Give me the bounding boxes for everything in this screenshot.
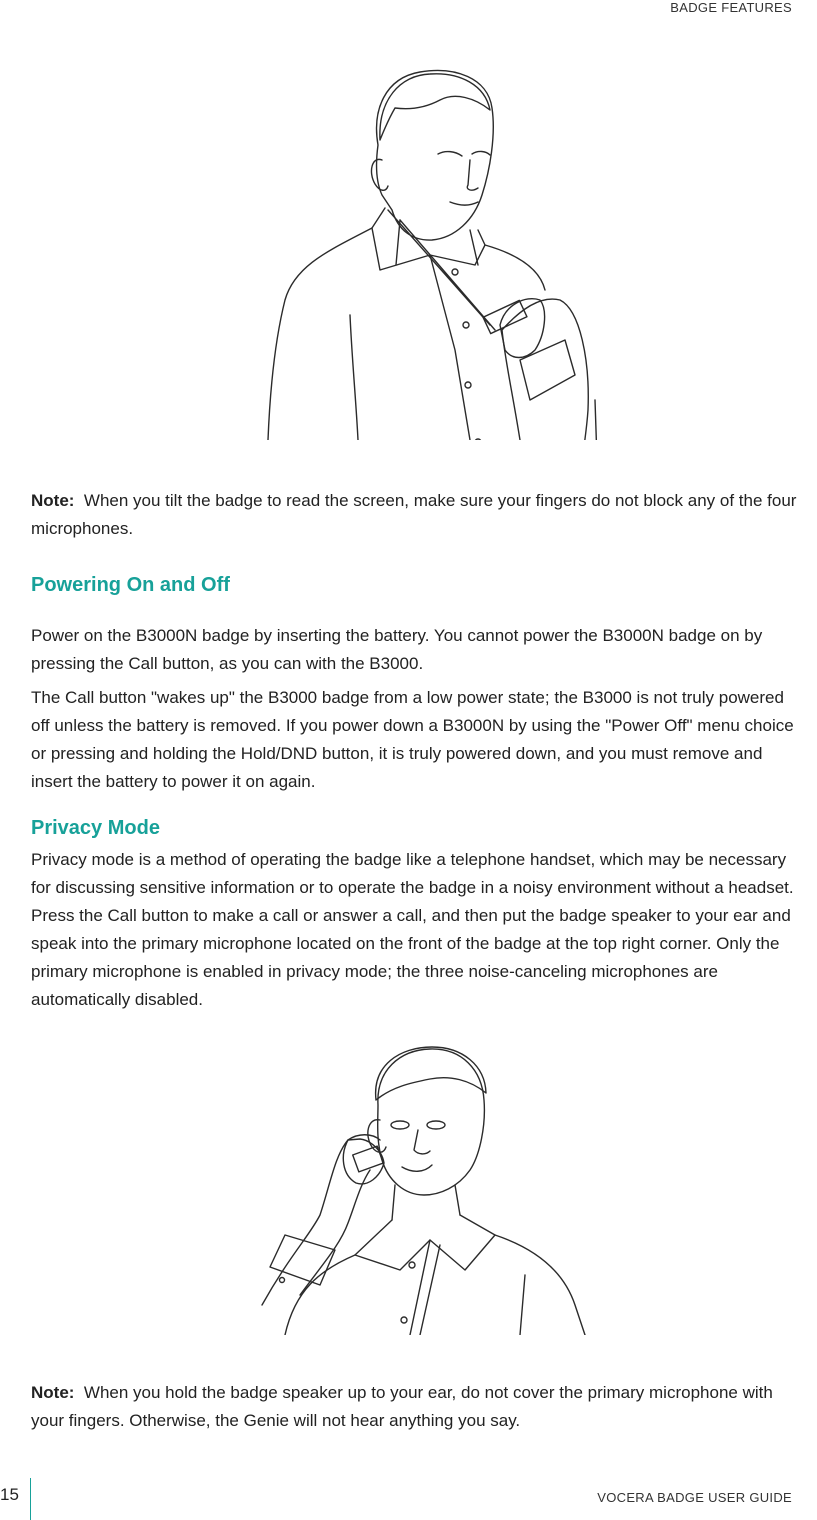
mouth xyxy=(450,202,478,205)
nose xyxy=(467,160,478,190)
note-text: When you hold the badge speaker up to your ear, do not cover the primary microphone with your fingers. Otherwise, the Genie will not hear anything you say. xyxy=(31,1383,773,1430)
note-ear xyxy=(31,1379,801,1435)
paragraph-call-button: The Call button "wakes up" the B3000 badge from a low power state; the B3000 is not truly powered off unless the battery is removed. If you power down a B3000N by using the "Power Off" menu choice or pressing and holding the Hold/DND button, it is truly powered down, and you must remove and insert the battery to power it on again. xyxy=(31,688,794,791)
shirt-right xyxy=(485,245,545,290)
badge-device xyxy=(353,1146,384,1172)
shirt-left xyxy=(285,1255,355,1335)
ear xyxy=(371,159,388,190)
eye-left xyxy=(391,1121,409,1129)
shirt-fold xyxy=(350,315,358,440)
hair xyxy=(376,1047,486,1100)
reading-badge-drawing xyxy=(0,60,817,440)
shirt-button xyxy=(452,269,458,275)
shirt-button xyxy=(475,439,481,440)
eye-right xyxy=(427,1121,445,1129)
arm-lower xyxy=(300,1170,370,1295)
shirt-placket xyxy=(410,1240,440,1335)
running-header: BADGE FEATURES xyxy=(670,0,792,15)
paragraph-power-on: Power on the B3000N badge by inserting the battery. You cannot power the B3000N badge on by pressing the Call button, as you can with the B3000. xyxy=(31,626,763,673)
heading-privacy: Privacy Mode xyxy=(31,817,160,839)
mouth xyxy=(402,1165,432,1171)
note-tilt xyxy=(31,487,801,543)
illustration-privacy-mode xyxy=(0,1045,817,1335)
cuff xyxy=(520,340,575,400)
illustration-reading-badge xyxy=(0,60,817,440)
lanyard xyxy=(388,210,495,330)
cuff-button xyxy=(280,1278,285,1283)
shirt-button xyxy=(465,382,471,388)
shirt-placket xyxy=(430,255,470,440)
collar xyxy=(372,208,485,270)
heading-powering: Powering On and Off xyxy=(31,574,230,596)
note-label: Note: xyxy=(31,1383,75,1402)
neck xyxy=(392,1185,460,1220)
shirt-right xyxy=(495,1235,585,1335)
eye-right xyxy=(472,151,490,155)
hair xyxy=(380,74,490,140)
right-side-line xyxy=(595,400,598,440)
page-number: 15 xyxy=(0,1485,19,1504)
footer-divider xyxy=(30,1478,31,1520)
nose xyxy=(414,1130,430,1154)
privacy-mode-drawing xyxy=(0,1045,817,1335)
hand xyxy=(343,1139,384,1184)
eye-left xyxy=(438,152,462,156)
note-text: When you tilt the badge to read the screen, make sure your fingers do not block any of the four microphones. xyxy=(31,491,797,538)
head-outline xyxy=(377,71,494,241)
note-label: Note: xyxy=(31,491,75,510)
footer-guide-title: VOCERA BADGE USER GUIDE xyxy=(597,1490,792,1505)
paragraph-privacy-mode: Privacy mode is a method of operating the badge like a telephone handset, which may be necessary for discussing sensitive information or to operate the badge in a noisy environment without a headset. Press the Call button to make a call or answer a call, and then put the badge speaker to your ear and speak into the primary microphone located on the front of the badge at the top right corner. Only the primary microphone is enabled in privacy mode; the three noise-canceling microphones are automatically disabled. xyxy=(31,850,794,1009)
badge-device xyxy=(483,300,527,333)
shirt-fold xyxy=(520,1275,525,1335)
shirt-button xyxy=(409,1262,415,1268)
shirt-button xyxy=(401,1317,407,1323)
neck xyxy=(396,220,478,265)
shirt-button xyxy=(463,322,469,328)
